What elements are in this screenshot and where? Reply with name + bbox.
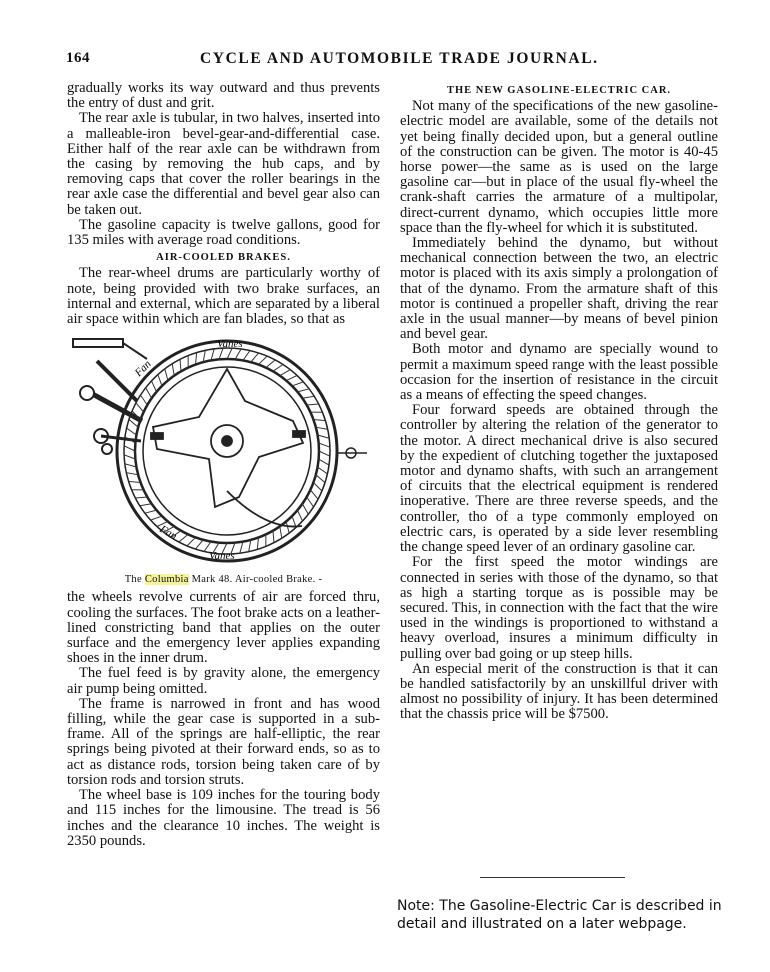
fan-vane	[203, 351, 205, 363]
cam-right	[293, 431, 305, 437]
fan-vane	[286, 376, 297, 381]
lever-knuckle	[80, 386, 94, 400]
right-paragraph-3: Both motor and dynamo are specially wound to permit a maximum speed range with the least possible occasion for the insertion of resistance in the circuit as a means of effecting the speed changes.	[400, 341, 718, 404]
label-fan-left: Fan	[132, 358, 154, 380]
fan-vane	[280, 370, 290, 376]
section-divider	[480, 877, 625, 878]
right-paragraph-4: Four forward speeds are obtained through the controller by altering the relation of the generator to the motor. A direct mechanical drive is also secured by the expedient of clutching together the juxtaposed motor and dynamo shafts, with such an arrangement of circuits that the electrical equipment is rendered inoperative. There are three reverse speeds, and the controller, tho of a type commonly employed on electric cars, is operated by a side lever resembling the change speed lever of an ordinary gasoline car.	[400, 402, 718, 556]
fan-vane	[280, 527, 282, 539]
fan-vane	[273, 531, 274, 543]
fan-vane	[124, 446, 135, 451]
caption-highlight: Columbia	[144, 574, 189, 586]
fan-vane	[319, 459, 329, 465]
fan-vane	[243, 351, 250, 361]
lever-bar	[73, 339, 123, 347]
fan-vane	[316, 427, 328, 429]
hub-axle	[222, 436, 232, 446]
fan-vane	[286, 522, 289, 534]
fan-vane	[151, 516, 162, 520]
label-fan-right: Fan	[157, 523, 179, 543]
left-paragraph-2: The rear axle is tubular, in two halves, inserted into a malleable-iron bevel-gear-and-differential case. Either half of the rear axle can be withdrawn from the casing by removing the hub caps, and by removing caps that cover the roller bearings in the rear axle case the differential and bevel gear also can be taken out.	[67, 110, 380, 218]
fan-vane	[187, 538, 196, 546]
left-paragraph-5: the wheels revolve currents of air are forced thru, cooling the surfaces. The foot brake acts on a leather-lined constricting band that applies on the outer surface and the emergency lever applies expanding shoes in the inner drum.	[67, 589, 380, 667]
right-paragraph-1: Not many of the specifications of the new gasoline-electric model are available, some of the details not yet being finally decided upon, but a general outline of the construction can be given. The motor is 40-45 horse power—the same as is used on the large gasoline car—but in place of the usual fly-wheel the crank-shaft carries the armature of a multipolar, direct-current dynamo, which occupies little more space than the fly-wheel for which it is substituted.	[400, 98, 718, 236]
fan-vane	[302, 504, 308, 514]
fan-vane	[310, 490, 318, 499]
fan-vane	[319, 443, 330, 447]
fan-vane	[313, 420, 325, 421]
fan-vane	[195, 540, 203, 549]
fan-vane	[145, 510, 157, 513]
section-heading-air-cooled-brakes: AIR-COOLED BRAKES.	[156, 252, 291, 264]
fan-vane	[146, 388, 152, 398]
label-vanes-bottom: Vanes	[209, 550, 235, 563]
fan-vane	[319, 451, 330, 456]
fan-vane	[129, 482, 141, 483]
fan-vane	[240, 542, 243, 554]
journal-title: CYCLE AND AUTOMOBILE TRADE JOURNAL.	[200, 50, 599, 67]
fan-vane	[316, 475, 325, 483]
fan-vane	[172, 364, 174, 376]
fan-vane	[307, 497, 314, 507]
left-paragraph-8: The wheel base is 109 inches for the touring body and 115 inches for the limousine. The tread is 56 inches and the clearance 10 inches. The weight is 2350 pounds.	[67, 787, 380, 849]
fan-vane	[273, 365, 283, 372]
fan-vane	[251, 353, 259, 362]
fan-vane	[297, 389, 309, 392]
fan-vane	[249, 540, 251, 552]
cam-left	[151, 433, 163, 439]
fan-vane	[135, 497, 147, 498]
fan-vane	[307, 404, 319, 405]
left-paragraph-7: The frame is narrowed in front and has wood filling, while the gear case is supported in a sub-frame. All of the springs are half-elliptic, the rear springs being pivoted at their forward ends, so as to act as distance rods, torsion being taken care of by torsion rods and torsion struts.	[67, 695, 380, 788]
fan-vane	[127, 428, 137, 435]
fan-vane	[211, 349, 214, 361]
brake-drum-drawing	[67, 331, 380, 571]
fan-vane	[302, 396, 314, 398]
section-heading-gasoline-electric: THE NEW GASOLINE-ELECTRIC CAR.	[446, 85, 672, 96]
right-paragraph-6: An especial merit of the construction is that it can be handled satisfactorily by an unskillful driver with almost no possibility of injury. It has been determined that the chassis price will be $7500.	[400, 660, 718, 723]
fan-vane	[196, 353, 197, 365]
left-paragraph-4: The rear-wheel drums are particularly worthy of note, being provided with two brake surfaces, an internal and external, which are separated by a liberal air space within which are fan blades, so that as	[67, 265, 380, 328]
fan-vane	[165, 369, 168, 381]
fan-vane	[152, 381, 157, 392]
right-paragraph-2: Immediately behind the dynamo, but without mechanical connection between the two, an electric motor is placed with its axis simply a prolongation of that of the dynamo. From the armature shaft of this motor is continued a propeller shaft, driving the rear axle in the usual manner—by means of bevel pinion and bevel gear.	[400, 235, 718, 343]
fan-vane	[140, 395, 147, 405]
fan-vane	[140, 504, 152, 506]
caption-prefix: The	[124, 574, 145, 586]
figure-caption	[67, 572, 380, 587]
page-number: 164	[66, 50, 90, 66]
fan-vane	[126, 473, 138, 475]
left-paragraph-6: The fuel feed is by gravity alone, the emergency air pump being omitted.	[67, 665, 380, 697]
fan-vane	[318, 467, 328, 474]
right-column	[400, 81, 718, 723]
fan-vane	[266, 360, 275, 368]
fan-vane	[179, 535, 188, 543]
page-header	[40, 50, 730, 72]
left-paragraph-3: The gasoline capacity is twelve gallons, good for 135 miles with average road conditions.	[67, 216, 380, 249]
fan-vane	[136, 403, 144, 412]
fan-vane	[297, 510, 302, 521]
fan-vane	[257, 538, 258, 550]
lever-bolt	[102, 444, 112, 454]
caption-suffix: Mark 48. Air-cooled Brake. -	[188, 574, 323, 586]
fan-vane	[125, 464, 137, 467]
fan-vane	[258, 356, 267, 364]
left-column	[67, 81, 380, 849]
fan-vane	[158, 375, 162, 386]
fan-vane	[313, 483, 321, 492]
fan-vane	[318, 435, 330, 438]
lever-arm	[123, 343, 147, 359]
editor-note: Note: The Gasoline-Electric Car is described in detail and illustrated on a later webpage.	[397, 898, 722, 932]
right-paragraph-5: For the first speed the motor windings are connected in series with those of the dynamo, so that as high a starting torque as is possible may be secured. This, in connection with the fact that the wire used in the windings is proportioned to withstand a heavy overload, insures a minimum difficulty in pulling over bad going or up steep hills.	[400, 554, 718, 662]
fan-vane	[292, 382, 303, 386]
fan-vane	[124, 455, 135, 459]
label-vanes-top: Vanes	[217, 338, 243, 351]
left-paragraph-1: gradually works its way outward and thus prevents the entry of dust and grit.	[67, 80, 380, 112]
fan-vane	[235, 349, 241, 359]
fan-vane	[180, 360, 181, 372]
brake-illustration	[67, 331, 380, 571]
